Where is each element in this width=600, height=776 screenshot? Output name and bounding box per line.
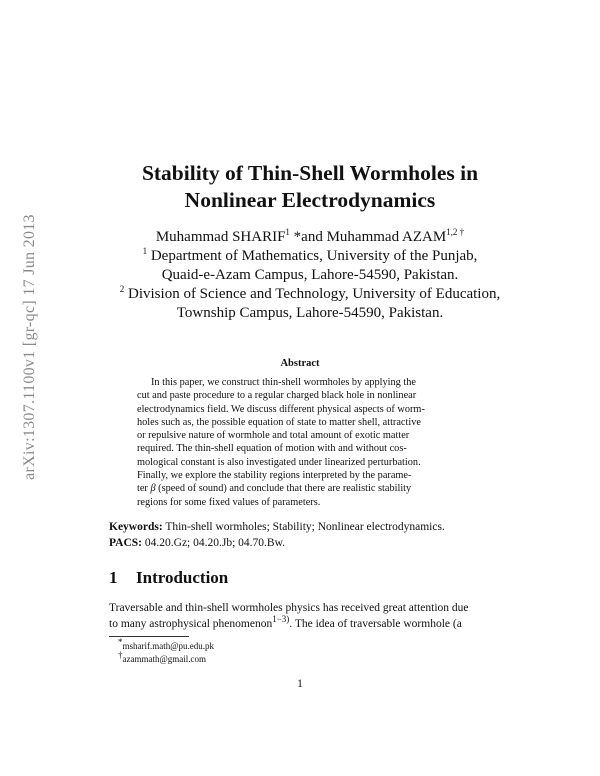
- footnote-2: [118, 650, 214, 666]
- footnote-1: [118, 637, 215, 653]
- abstract-line-9-pre: ter: [137, 483, 151, 495]
- abstract-line-9-post: (speed of sound) and conclude that there are realistic stability: [155, 483, 412, 495]
- section-number: 1: [109, 568, 118, 587]
- abstract-line: In this paper, we construct thin-shell wormholes by applying the: [151, 377, 416, 388]
- intro-line-2-post: . The idea of traversable wormhole (a: [289, 617, 462, 630]
- intro-line: [109, 613, 493, 633]
- affiliation-1-mark: 1: [142, 246, 148, 256]
- author-2-name: *and Muhammad AZAM: [289, 229, 447, 245]
- paper-title: [60, 160, 560, 214]
- footnote-1-email: msharif.math@pu.edu.pk: [122, 641, 215, 651]
- page-number: 1: [297, 678, 303, 690]
- introduction-text: [109, 601, 493, 632]
- affiliation-1-text: Department of Mathematics, University of the Punjab,: [147, 248, 478, 264]
- affiliation-2-text: Division of Science and Technology, University of Education,: [124, 286, 501, 302]
- intro-line-2-pre: to many astrophysical phenomenon: [109, 617, 273, 630]
- abstract-line: Finally, we explore the stability regions interpreted by the parame-: [137, 470, 412, 482]
- abstract-line: mological constant is also investigated under linearized perturbation.: [137, 456, 421, 468]
- footnotes: [118, 637, 215, 666]
- arxiv-identifier: arXiv:1307.1100v1 [gr-qc] 17 Jun 2013: [21, 214, 38, 480]
- affiliation-2-line-2: Township Campus, Lahore-54590, Pakistan.: [176, 305, 444, 321]
- author-1-affil-mark: 1: [285, 227, 290, 237]
- abstract-line: electrodynamics field. We discuss different physical aspects of worm-: [137, 403, 425, 415]
- abstract-line: regions for some fixed values of parameters.: [137, 496, 321, 508]
- pacs-text: 04.20.Gz; 04.20.Jb; 04.70.Bw.: [142, 536, 286, 549]
- affiliation-1-line-2: Quaid-e-Azam Campus, Lahore-54590, Pakistan.: [161, 267, 459, 283]
- abstract-line: holes such as, the possible equation of state to matter shell, attractive: [137, 416, 421, 428]
- author-names: [70, 228, 550, 247]
- intro-line: Traversable and thin-shell wormholes physics has received great attention due: [109, 602, 469, 614]
- title-line-2: Nonlinear Electrodynamics: [184, 188, 436, 212]
- section-heading-introduction: [109, 568, 228, 588]
- affiliation-2-line-1: [70, 285, 550, 304]
- keywords-text: Thin-shell wormholes; Stability; Nonlinear electrodynamics.: [162, 521, 445, 533]
- author-block: [70, 228, 550, 323]
- abstract-line: or repulsive nature of wormhole and total amount of exotic matter: [137, 430, 410, 442]
- pacs-label: PACS:: [109, 536, 143, 549]
- abstract-line: [137, 482, 465, 495]
- author-2-affil-mark: 1,2 †: [446, 227, 465, 237]
- affiliation-1-line-1: [70, 247, 550, 266]
- keywords-block: [109, 520, 445, 551]
- footnote-2-email: azammath@gmail.com: [122, 654, 207, 664]
- abstract-body: [137, 376, 465, 509]
- abstract-line: cut and paste procedure to a regular charged black hole in nonlinear: [137, 390, 417, 402]
- abstract-heading: Abstract: [280, 358, 320, 369]
- pacs-line: [109, 536, 445, 552]
- keywords-line: [109, 520, 445, 536]
- author-1-name: Muhammad SHARIF: [155, 229, 286, 245]
- citation-ref: 1−3): [272, 613, 290, 624]
- beta-symbol: β: [150, 483, 156, 495]
- title-line-1: Stability of Thin-Shell Wormholes in: [141, 161, 479, 185]
- affiliation-2-mark: 2: [119, 284, 125, 294]
- footnote-1-mark: *: [118, 637, 123, 647]
- abstract-line: required. The thin-shell equation of motion with and without cos-: [137, 443, 407, 455]
- keywords-label: Keywords:: [109, 521, 163, 533]
- section-title: Introduction: [136, 568, 229, 587]
- footnote-2-mark: †: [118, 650, 123, 660]
